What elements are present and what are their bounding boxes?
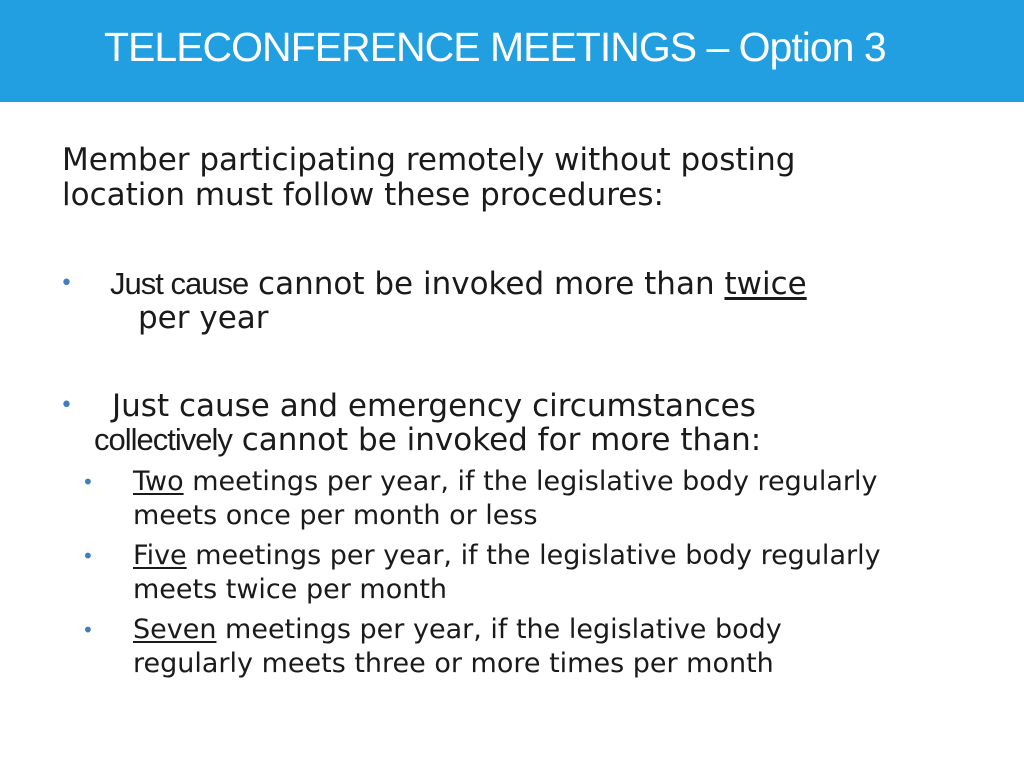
bullet-collective-limits — [62, 389, 962, 681]
sub-item-3-line-2: regularly meets three or more times per month — [133, 648, 774, 679]
list-item — [62, 613, 962, 681]
bullet-dot-icon: • — [60, 271, 73, 296]
sub-item-1-text: meetings per year, if the legislative body regularly — [183, 466, 878, 497]
bullet-1-line-2: per year — [138, 300, 269, 336]
slide-content — [62, 143, 962, 687]
sub-item-3-text: meetings per year, if the legislative body — [216, 614, 782, 645]
just-cause-emphasis: Just cause — [110, 266, 249, 301]
intro-paragraph — [62, 143, 962, 213]
bullet-1-text: cannot be invoked more than — [248, 266, 725, 302]
collectively-emphasis: collectively — [94, 422, 232, 457]
seven-underlined: Seven — [133, 614, 217, 645]
bullet-2-line-1: Just cause and emergency circumstances — [112, 388, 756, 424]
bullet-dot-icon: • — [60, 393, 73, 418]
bullet-1-line-1 — [62, 267, 962, 301]
sub-item-3-line-1 — [133, 613, 962, 647]
bullet-dot-icon: • — [82, 618, 94, 642]
meeting-limits-list — [62, 465, 962, 681]
title-bar — [0, 0, 1024, 102]
slide-title: TELECONFERENCE MEETINGS – Option 3 — [104, 24, 886, 70]
twice-underlined: twice — [724, 266, 807, 302]
two-underlined: Two — [133, 466, 184, 497]
sub-item-2-line-2: meets twice per month — [133, 574, 448, 605]
list-item — [62, 465, 962, 533]
list-item — [62, 539, 962, 607]
intro-line-1: Member participating remotely without posting — [62, 142, 796, 178]
sub-item-1-line-1 — [133, 465, 962, 499]
bullet-2-line-2 — [62, 423, 962, 457]
bullet-2-line-2-rest: cannot be invoked for more than: — [231, 422, 762, 458]
sub-item-2-line-1 — [133, 539, 962, 573]
sub-item-1-line-2: meets once per month or less — [133, 500, 538, 531]
bullet-just-cause — [62, 267, 962, 335]
bullet-dot-icon: • — [82, 470, 94, 494]
bullet-dot-icon: • — [82, 544, 94, 568]
sub-item-2-text: meetings per year, if the legislative body regularly — [186, 540, 881, 571]
five-underlined: Five — [133, 540, 187, 571]
intro-line-2: location must follow these procedures: — [62, 177, 664, 213]
